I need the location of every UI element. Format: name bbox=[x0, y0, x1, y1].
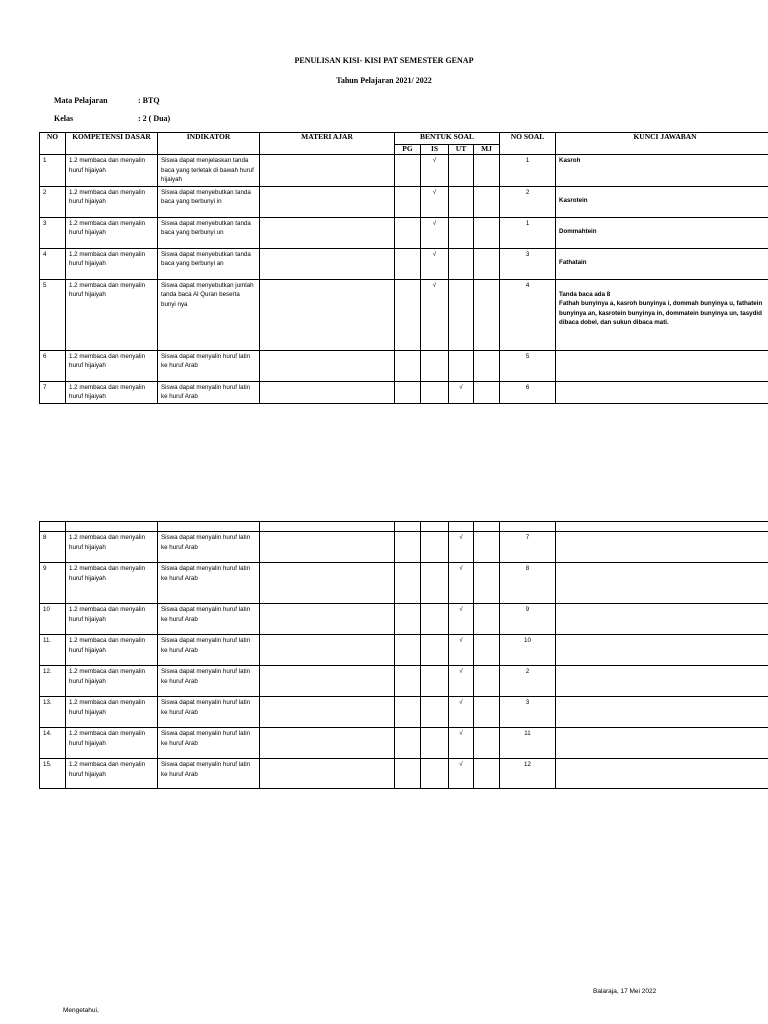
row-number: 5 bbox=[40, 279, 66, 350]
header-no: NO bbox=[40, 133, 66, 155]
ut-cell: √ bbox=[449, 635, 474, 666]
materi-ajar-cell bbox=[260, 532, 395, 563]
kunci-jawaban-cell: Tanda baca ada 8 Fathah bunyinya a, kasroh bunyinya i, dommah bunyinya u, fathatein bunyinya an, kasrotein bunyinya in, dommatein bunyinya un, tasydid dibaca dobel, dan sukun dibaca mati. bbox=[556, 279, 768, 350]
materi-ajar-cell bbox=[260, 217, 395, 248]
table-row bbox=[40, 604, 768, 635]
ut-cell: √ bbox=[449, 604, 474, 635]
materi-ajar-cell bbox=[260, 563, 395, 604]
table-row bbox=[40, 381, 768, 403]
kisi-kisi-table-bottom bbox=[39, 521, 768, 789]
mj-cell bbox=[474, 697, 500, 728]
table-row bbox=[40, 155, 768, 187]
kompetensi-dasar-cell: 1.2 membaca dan menyalin huruf hijaiyah bbox=[66, 563, 158, 604]
row-number: 12. bbox=[40, 666, 66, 697]
materi-ajar-cell bbox=[260, 697, 395, 728]
kunci-jawaban-cell bbox=[556, 728, 768, 759]
ut-cell: √ bbox=[449, 728, 474, 759]
ut-cell bbox=[449, 279, 474, 350]
no-soal-cell: 3 bbox=[500, 248, 556, 279]
no-soal-cell: 12 bbox=[500, 759, 556, 789]
mj-cell bbox=[474, 635, 500, 666]
table-row bbox=[40, 563, 768, 604]
ut-cell bbox=[449, 217, 474, 248]
table-row bbox=[40, 279, 768, 350]
pg-cell bbox=[395, 186, 421, 217]
no-soal-cell: 2 bbox=[500, 186, 556, 217]
kompetensi-dasar-cell: 1.2 membaca dan menyalin huruf hijaiyah bbox=[66, 248, 158, 279]
indikator-cell: Siswa dapat menyalin huruf latin ke huruf Arab bbox=[158, 381, 260, 403]
kompetensi-dasar-cell: 1.2 membaca dan menyalin huruf hijaiyah bbox=[66, 350, 158, 381]
header-ut: UT bbox=[449, 145, 474, 155]
mj-cell bbox=[474, 381, 500, 403]
is-cell bbox=[421, 635, 449, 666]
is-cell: √ bbox=[421, 248, 449, 279]
is-cell bbox=[421, 666, 449, 697]
pg-cell bbox=[395, 248, 421, 279]
table-row bbox=[40, 666, 768, 697]
pg-cell bbox=[395, 381, 421, 403]
indikator-cell: Siswa dapat menyebutkan tanda baca yang berbunyi in bbox=[158, 186, 260, 217]
kunci-jawaban-cell: Kasroh bbox=[556, 155, 768, 187]
materi-ajar-cell bbox=[260, 155, 395, 187]
pg-cell bbox=[395, 728, 421, 759]
is-cell bbox=[421, 350, 449, 381]
pg-cell bbox=[395, 635, 421, 666]
row-number: 2 bbox=[40, 186, 66, 217]
table-row bbox=[40, 217, 768, 248]
kunci-jawaban-cell bbox=[556, 381, 768, 403]
ut-cell: √ bbox=[449, 666, 474, 697]
kunci-jawaban-cell bbox=[556, 350, 768, 381]
row-number: 15. bbox=[40, 759, 66, 789]
row-number: 14. bbox=[40, 728, 66, 759]
header-bentuk-soal: BENTUK SOAL bbox=[395, 133, 500, 145]
is-cell: √ bbox=[421, 155, 449, 187]
mj-cell bbox=[474, 217, 500, 248]
document-title: PENULISAN KISI- KISI PAT SEMESTER GENAP bbox=[294, 56, 474, 65]
indikator-cell: Siswa dapat menyebutkan tanda baca yang berbunyi an bbox=[158, 248, 260, 279]
header-indikator: INDIKATOR bbox=[158, 133, 260, 155]
materi-ajar-cell bbox=[260, 381, 395, 403]
subject-label: Mata Pelajaran bbox=[54, 96, 108, 105]
kompetensi-dasar-cell: 1.2 membaca dan menyalin huruf hijaiyah bbox=[66, 279, 158, 350]
academic-year: Tahun Pelajaran 2021/ 2022 bbox=[336, 76, 432, 85]
header-is: IS bbox=[421, 145, 449, 155]
kompetensi-dasar-cell: 1.2 membaca dan menyalin huruf hijaiyah bbox=[66, 759, 158, 789]
header-mj: MJ bbox=[474, 145, 500, 155]
kunci-jawaban-cell: Fathatain bbox=[556, 248, 768, 279]
no-soal-cell: 3 bbox=[500, 697, 556, 728]
place-date: Balaraja, 17 Mei 2022 bbox=[593, 988, 657, 995]
ut-cell: √ bbox=[449, 759, 474, 789]
indikator-cell: Siswa dapat menyalin huruf latin ke huruf Arab bbox=[158, 666, 260, 697]
acknowledged-label: Mengetahui, bbox=[63, 1007, 99, 1014]
no-soal-cell: 9 bbox=[500, 604, 556, 635]
indikator-cell: Siswa dapat menyalin huruf latin ke huruf Arab bbox=[158, 563, 260, 604]
no-soal-cell: 10 bbox=[500, 635, 556, 666]
row-number: 10 bbox=[40, 604, 66, 635]
no-soal-cell: 11 bbox=[500, 728, 556, 759]
mj-cell bbox=[474, 563, 500, 604]
is-cell bbox=[421, 381, 449, 403]
ut-cell: √ bbox=[449, 563, 474, 604]
table-row bbox=[40, 350, 768, 381]
kunci-jawaban-cell bbox=[556, 563, 768, 604]
indikator-cell: Siswa dapat menjelaskan tanda baca yang terletak di bawah huruf hijaiyah bbox=[158, 155, 260, 187]
indikator-cell: Siswa dapat menyalin huruf latin ke huruf Arab bbox=[158, 759, 260, 789]
header-pg: PG bbox=[395, 145, 421, 155]
kunci-jawaban-cell: Dommahtein bbox=[556, 217, 768, 248]
row-number: 6 bbox=[40, 350, 66, 381]
blank-header-row bbox=[40, 522, 768, 532]
table-row bbox=[40, 186, 768, 217]
kompetensi-dasar-cell: 1.2 membaca dan menyalin huruf hijaiyah bbox=[66, 217, 158, 248]
kompetensi-dasar-cell: 1.2 membaca dan menyalin huruf hijaiyah bbox=[66, 186, 158, 217]
header-materi-ajar: MATERI AJAR bbox=[260, 133, 395, 155]
indikator-cell: Siswa dapat menyebutkan jumlah tanda baca Al Quran beserta bunyi nya bbox=[158, 279, 260, 350]
kunci-jawaban-cell bbox=[556, 697, 768, 728]
row-number: 11. bbox=[40, 635, 66, 666]
materi-ajar-cell bbox=[260, 666, 395, 697]
no-soal-cell: 8 bbox=[500, 563, 556, 604]
class-label: Kelas bbox=[54, 114, 74, 123]
mj-cell bbox=[474, 279, 500, 350]
table-row bbox=[40, 697, 768, 728]
is-cell bbox=[421, 697, 449, 728]
kunci-jawaban-cell bbox=[556, 604, 768, 635]
ut-cell bbox=[449, 186, 474, 217]
pg-cell bbox=[395, 350, 421, 381]
pg-cell bbox=[395, 666, 421, 697]
indikator-cell: Siswa dapat menyalin huruf latin ke huruf Arab bbox=[158, 532, 260, 563]
mj-cell bbox=[474, 532, 500, 563]
pg-cell bbox=[395, 759, 421, 789]
kompetensi-dasar-cell: 1.2 membaca dan menyalin huruf hijaiyah bbox=[66, 381, 158, 403]
kisi-kisi-table-top bbox=[39, 132, 768, 404]
row-number: 7 bbox=[40, 381, 66, 403]
is-cell bbox=[421, 563, 449, 604]
materi-ajar-cell bbox=[260, 279, 395, 350]
kunci-jawaban-cell bbox=[556, 532, 768, 563]
mj-cell bbox=[474, 604, 500, 635]
row-number: 1 bbox=[40, 155, 66, 187]
ut-cell: √ bbox=[449, 532, 474, 563]
row-number: 4 bbox=[40, 248, 66, 279]
is-cell bbox=[421, 604, 449, 635]
mj-cell bbox=[474, 728, 500, 759]
materi-ajar-cell bbox=[260, 604, 395, 635]
header-kompetensi-dasar: KOMPETENSI DASAR bbox=[66, 133, 158, 155]
materi-ajar-cell bbox=[260, 248, 395, 279]
no-soal-cell: 1 bbox=[500, 217, 556, 248]
indikator-cell: Siswa dapat menyalin huruf latin ke huruf Arab bbox=[158, 697, 260, 728]
mj-cell bbox=[474, 248, 500, 279]
pg-cell bbox=[395, 604, 421, 635]
mj-cell bbox=[474, 186, 500, 217]
kompetensi-dasar-cell: 1.2 membaca dan menyalin huruf hijaiyah bbox=[66, 635, 158, 666]
row-number: 9 bbox=[40, 563, 66, 604]
pg-cell bbox=[395, 697, 421, 728]
kompetensi-dasar-cell: 1.2 membaca dan menyalin huruf hijaiyah bbox=[66, 604, 158, 635]
no-soal-cell: 7 bbox=[500, 532, 556, 563]
pg-cell bbox=[395, 563, 421, 604]
materi-ajar-cell bbox=[260, 350, 395, 381]
no-soal-cell: 6 bbox=[500, 381, 556, 403]
ut-cell: √ bbox=[449, 381, 474, 403]
table-row bbox=[40, 248, 768, 279]
no-soal-cell: 4 bbox=[500, 279, 556, 350]
subject-value: : BTQ bbox=[138, 96, 160, 105]
indikator-cell: Siswa dapat menyalin huruf latin ke huruf Arab bbox=[158, 728, 260, 759]
kunci-jawaban-cell bbox=[556, 666, 768, 697]
materi-ajar-cell bbox=[260, 728, 395, 759]
pg-cell bbox=[395, 532, 421, 563]
indikator-cell: Siswa dapat menyalin huruf latin ke huruf Arab bbox=[158, 604, 260, 635]
row-number: 3 bbox=[40, 217, 66, 248]
materi-ajar-cell bbox=[260, 635, 395, 666]
is-cell bbox=[421, 759, 449, 789]
no-soal-cell: 2 bbox=[500, 666, 556, 697]
is-cell: √ bbox=[421, 217, 449, 248]
is-cell bbox=[421, 532, 449, 563]
indikator-cell: Siswa dapat menyebutkan tanda baca yang berbunyi un bbox=[158, 217, 260, 248]
header-no-soal: NO SOAL bbox=[500, 133, 556, 155]
indikator-cell: Siswa dapat menyalin huruf latin ke huruf Arab bbox=[158, 350, 260, 381]
is-cell bbox=[421, 728, 449, 759]
indikator-cell: Siswa dapat menyalin huruf latin ke huruf Arab bbox=[158, 635, 260, 666]
ut-cell bbox=[449, 155, 474, 187]
mj-cell bbox=[474, 666, 500, 697]
kompetensi-dasar-cell: 1.2 membaca dan menyalin huruf hijaiyah bbox=[66, 666, 158, 697]
materi-ajar-cell bbox=[260, 186, 395, 217]
pg-cell bbox=[395, 279, 421, 350]
ut-cell: √ bbox=[449, 697, 474, 728]
kompetensi-dasar-cell: 1.2 membaca dan menyalin huruf hijaiyah bbox=[66, 728, 158, 759]
pg-cell bbox=[395, 155, 421, 187]
mj-cell bbox=[474, 350, 500, 381]
ut-cell bbox=[449, 350, 474, 381]
row-number: 8 bbox=[40, 532, 66, 563]
kompetensi-dasar-cell: 1.2 membaca dan menyalin huruf hijaiyah bbox=[66, 697, 158, 728]
mj-cell bbox=[474, 155, 500, 187]
is-cell: √ bbox=[421, 279, 449, 350]
kunci-jawaban-cell: Kasrotein bbox=[556, 186, 768, 217]
is-cell: √ bbox=[421, 186, 449, 217]
no-soal-cell: 5 bbox=[500, 350, 556, 381]
header-kunci-jawaban: KUNCI JAWABAN bbox=[556, 133, 768, 155]
kunci-jawaban-cell bbox=[556, 759, 768, 789]
mj-cell bbox=[474, 759, 500, 789]
kunci-jawaban-cell bbox=[556, 635, 768, 666]
class-value: : 2 ( Dua) bbox=[138, 114, 171, 123]
kompetensi-dasar-cell: 1.2 membaca dan menyalin huruf hijaiyah bbox=[66, 155, 158, 187]
table-row bbox=[40, 759, 768, 789]
table-row bbox=[40, 728, 768, 759]
kompetensi-dasar-cell: 1.2 membaca dan menyalin huruf hijaiyah bbox=[66, 532, 158, 563]
materi-ajar-cell bbox=[260, 759, 395, 789]
pg-cell bbox=[395, 217, 421, 248]
no-soal-cell: 1 bbox=[500, 155, 556, 187]
table-row bbox=[40, 532, 768, 563]
row-number: 13. bbox=[40, 697, 66, 728]
table-row bbox=[40, 635, 768, 666]
ut-cell bbox=[449, 248, 474, 279]
